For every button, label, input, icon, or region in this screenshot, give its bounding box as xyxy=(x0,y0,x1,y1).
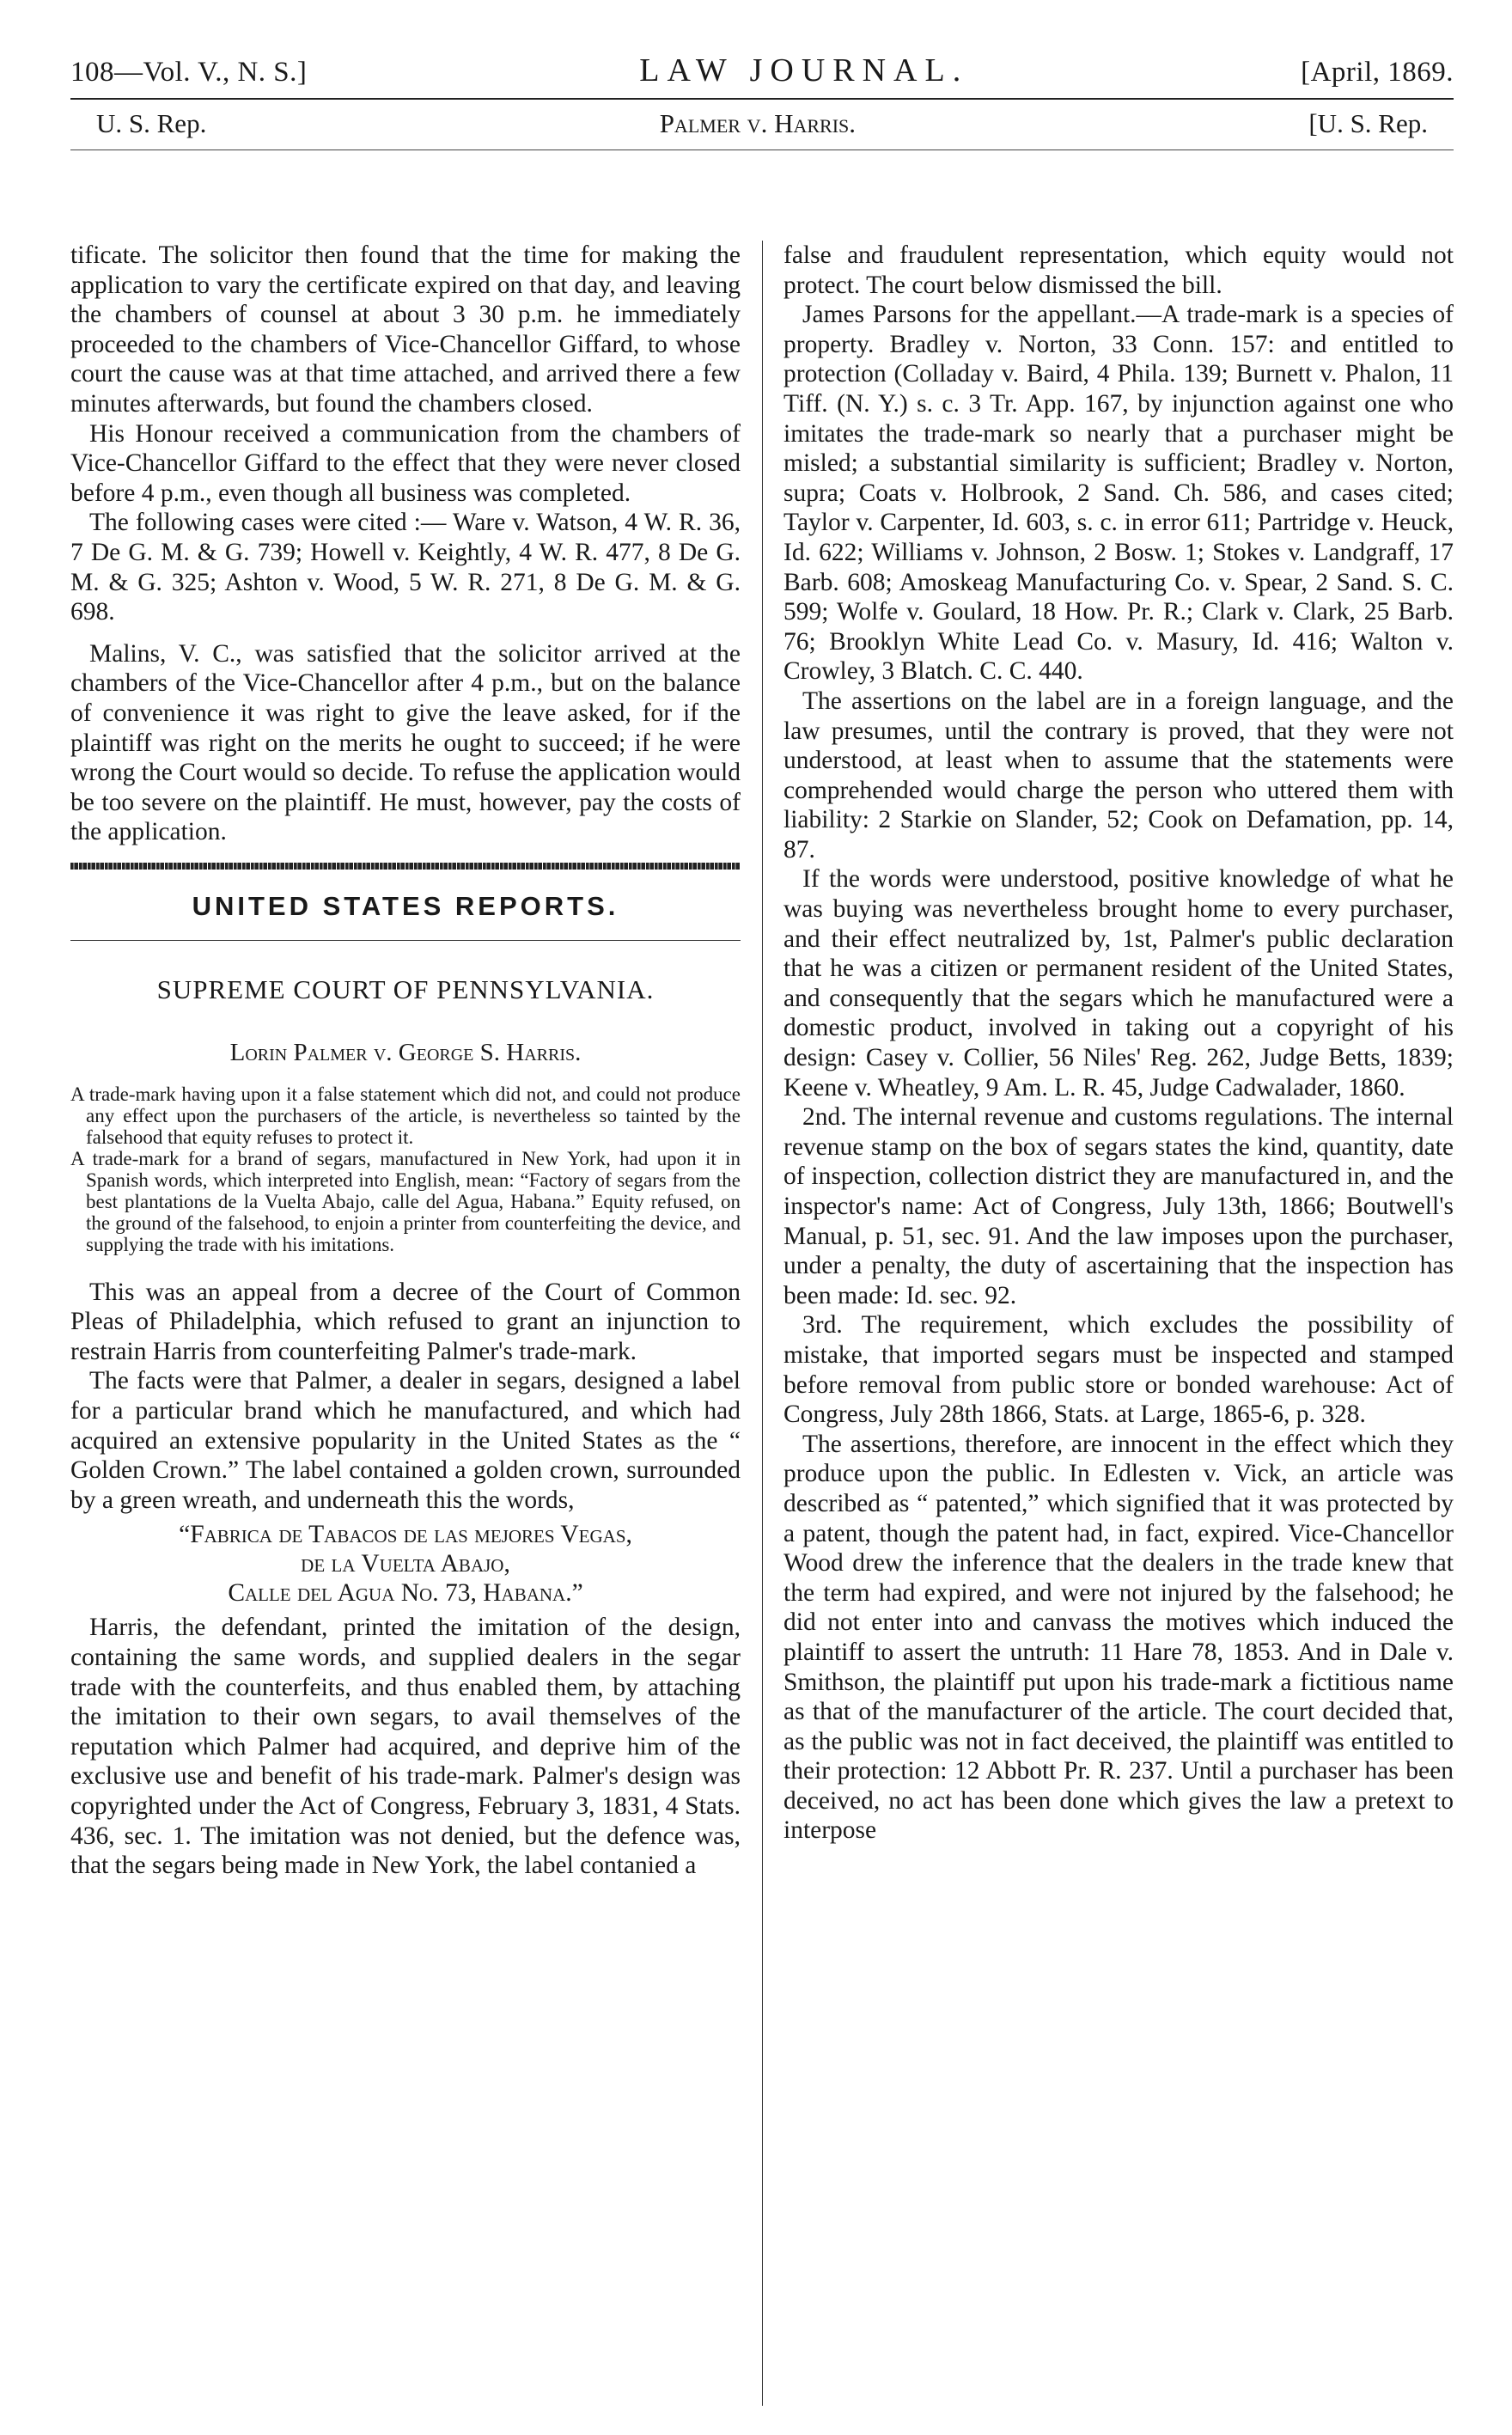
paragraph: The facts were that Palmer, a dealer in segars, designed a label for a particular brand which he manufactured, and which had acquired an extensive popularity in the United States as the “ Golden Crown.” The label contained a golden crown, surrounded by a green wreath, and underneath this the words, xyxy=(70,1367,741,1514)
quote-line: “Fabrica de Tabacos de las mejores Vegas, xyxy=(179,1521,632,1549)
paragraph: His Honour received a communication from the chambers of Vice-Chancellor Giffard to the effect that they were never closed before 4 p.m., even though all business was completed. xyxy=(70,419,741,507)
header-date: [April, 1869. xyxy=(1301,57,1454,88)
running-header xyxy=(70,52,1454,93)
headnote-item: A trade-mark for a brand of segars, manufactured in New York, had upon it in Spanish words, which interpreted into English, mean: “Factory of segars from the best plantations de la Vuelta Abajo, calle del Agua, Habana.” Equity refused, on the ground of the falsehood, to enjoin a printer from counterfeiting the device, and supplying the trade with his imitations. xyxy=(70,1147,741,1255)
quote-line: Calle del Agua No. 73, Habana.” xyxy=(228,1579,583,1608)
paragraph: tificate. The solicitor then found that the time for making the application to vary the certificate expired on that day, and leaving the chambers of counsel at about 3 30 p.m. he immediately proceeded to the chambers of Vice-Chancellor Giffard, to whose court the cause was at that time attached, and arrived there a few minutes afterwards, but found the chambers closed. xyxy=(70,241,741,418)
case-subheader xyxy=(70,100,1454,146)
quote-line: de la Vuelta Abajo, xyxy=(301,1550,510,1578)
label-quotation xyxy=(70,1520,741,1608)
paragraph: The assertions, therefore, are innocent in the effect which they produce upon the public. In Edlesten v. Vick, an article was described as “ patented,” which signified that it was protected by a patent, though the patent had, in fact, expired. Vice-Chancellor Wood drew the inference that the dealers in the trade knew that the term had expired, and were not injured by the falsehood; he did not enter into and canvass the motives which induced the plaintiff to assert the untruth: 11 Hare 78, 1853. And in Dale v. Smithson, the plaintiff put upon his trade-mark a fictitious name as that of the manufacturer of the article. The court decided that, as the public was not in fact deceived, the plaintiff was entitled to their protection: 12 Abbott Pr. R. 237. Until a purchaser has been deceived, no act has been done which gives the law a pretext to interpose xyxy=(783,1430,1454,1845)
header-volume: 108—Vol. V., N. S.] xyxy=(70,57,308,88)
headnote-item: A trade-mark having upon it a false statement which did not, and could not produce any effect upon the purchasers of the article, is nevertheless so tainted by the falsehood that equity refuses to protect it. xyxy=(70,1083,741,1148)
case-parties: Lorin Palmer v. George S. Harris. xyxy=(229,1039,582,1067)
paragraph: false and fraudulent representation, which equity would not protect. The court below dismissed the bill. xyxy=(783,241,1454,299)
column-divider xyxy=(762,241,763,2406)
subheader-right: [U. S. Rep. xyxy=(1308,108,1428,138)
paragraph: Harris, the defendant, printed the imitation of the design, containing the same words, and supplied dealers in the segar trade with the counterfeits, and thus enabled them, by attaching the imitation to their own segars, to avail themselves of the reputation which Palmer had acquired, and deprive him of the exclusive use and benefit of his trade-mark. Palmer's design was copyrighted under the Act of Congress, February 3, 1831, 4 Stats. 436, sec. 1. The imitation was not denied, but the defence was, that the segars being made in New York, the label contanied a xyxy=(70,1614,741,1880)
paragraph: If the words were understood, positive knowledge of what he was buying was nevertheless brought home to every purchaser, and their effect neutralized by, 1st, Palmer's public declaration that he was a citizen or permanent resident of the United States, and consequently that the segars which he manufactured were a domestic product, involved in taking out a copyright of his design: Casey v. Collier, 56 Niles' Reg. 262, Judge Betts, 1839; Keene v. Wheatley, 9 Am. L. R. 45, Judge Cadwalader, 1860. xyxy=(783,865,1454,1102)
paragraph: Malins, V. C., was satisfied that the solicitor arrived at the chambers of the Vice-Chancellor after 4 p.m., but on the balance of convenience it was right to give the leave asked, for if the plaintiff was right on the merits he ought to succeed; if he were wrong the Court would so decide. To refuse the application would be too severe on the plaintiff. He must, however, pay the costs of the application. xyxy=(70,639,741,846)
header-journal-title: LAW JOURNAL. xyxy=(639,52,969,88)
section-rule xyxy=(70,940,741,941)
paragraph: James Parsons for the appellant.—A trade-mark is a species of property. Bradley v. Norton, 33 Conn. 157: and entitled to protection (Colladay v. Baird, 4 Phila. 139; Burnett v. Phalon, 11 Tiff. (N. Y.) s. c. 3 Tr. App. 167, by injunction against one who imitates the trade-mark so nearly that a purchaser might be misled; a substantial similarity is sufficient; Bradley v. Norton, supra; Coats v. Holbrook, 2 Sand. Ch. 586, and cases cited; Taylor v. Carpenter, Id. 603, s. c. in error 611; Partridge v. Heuck, Id. 622; Williams v. Johnson, 2 Bosw. 1; Stokes v. Landgraff, 17 Barb. 608; Amoskeag Manufacturing Co. v. Spear, 2 Sand. S. C. 599; Wolfe v. Goulard, 18 How. Pr. R.; Clark v. Clark, 25 Barb. 76; Brooklyn White Lead Co. v. Masury, Id. 416; Walton v. Crowley, 3 Blatch. C. C. 440. xyxy=(783,301,1454,686)
right-column xyxy=(783,241,1454,1846)
paragraph: This was an appeal from a decree of the Court of Common Pleas of Philadelphia, which refused to grant an injunction to restrain Harris from counterfeiting Palmer's trade-mark. xyxy=(70,1278,741,1365)
paragraph: 3rd. The requirement, which excludes the possibility of mistake, that imported segars must be inspected and stamped before removal from public store or bonded warehouse: Act of Congress, July 28th 1866, Stats. at Large, 1865-6, p. 328. xyxy=(783,1311,1454,1429)
paragraph: 2nd. The internal revenue and customs regulations. The internal revenue stamp on the box of segars states the kind, quantity, date of inspection, collection district they are manufactured in, and the inspector's name: Act of Congress, July 13th, 1866; Boutwell's Manual, p. 51, sec. 91. And the law imposes upon the purchaser, under a penalty, the duty of ascertaining that the inspection has been made: Id. sec. 92. xyxy=(783,1103,1454,1309)
paragraph: The assertions on the label are in a foreign language, and the law presumes, until the contrary is proved, that they were not understood, at least when to assume that the statements were comprehended would charge the person who uttered them with liability: 2 Starkie on Slander, 52; Cook on Defamation, pp. 14, 87. xyxy=(783,687,1454,864)
ornamental-divider xyxy=(70,863,741,870)
subheader-left: U. S. Rep. xyxy=(96,108,207,138)
page xyxy=(70,52,1454,1880)
subheader-case-name: Palmer v. Harris. xyxy=(659,108,856,138)
body-columns xyxy=(70,241,1454,2406)
court-title: SUPREME COURT OF PENNSYLVANIA. xyxy=(156,974,655,1005)
paragraph: The following cases were cited :— Ware v. Watson, 4 W. R. 36, 7 De G. M. & G. 739; Howell v. Keightly, 4 W. R. 477, 8 De G. M. & G. 325; Ashton v. Wood, 5 W. R. 271, 8 De G. M. & G. 698. xyxy=(70,509,741,626)
left-column xyxy=(70,241,741,1881)
section-title: UNITED STATES REPORTS. xyxy=(192,890,619,921)
headnote xyxy=(70,1083,741,1255)
